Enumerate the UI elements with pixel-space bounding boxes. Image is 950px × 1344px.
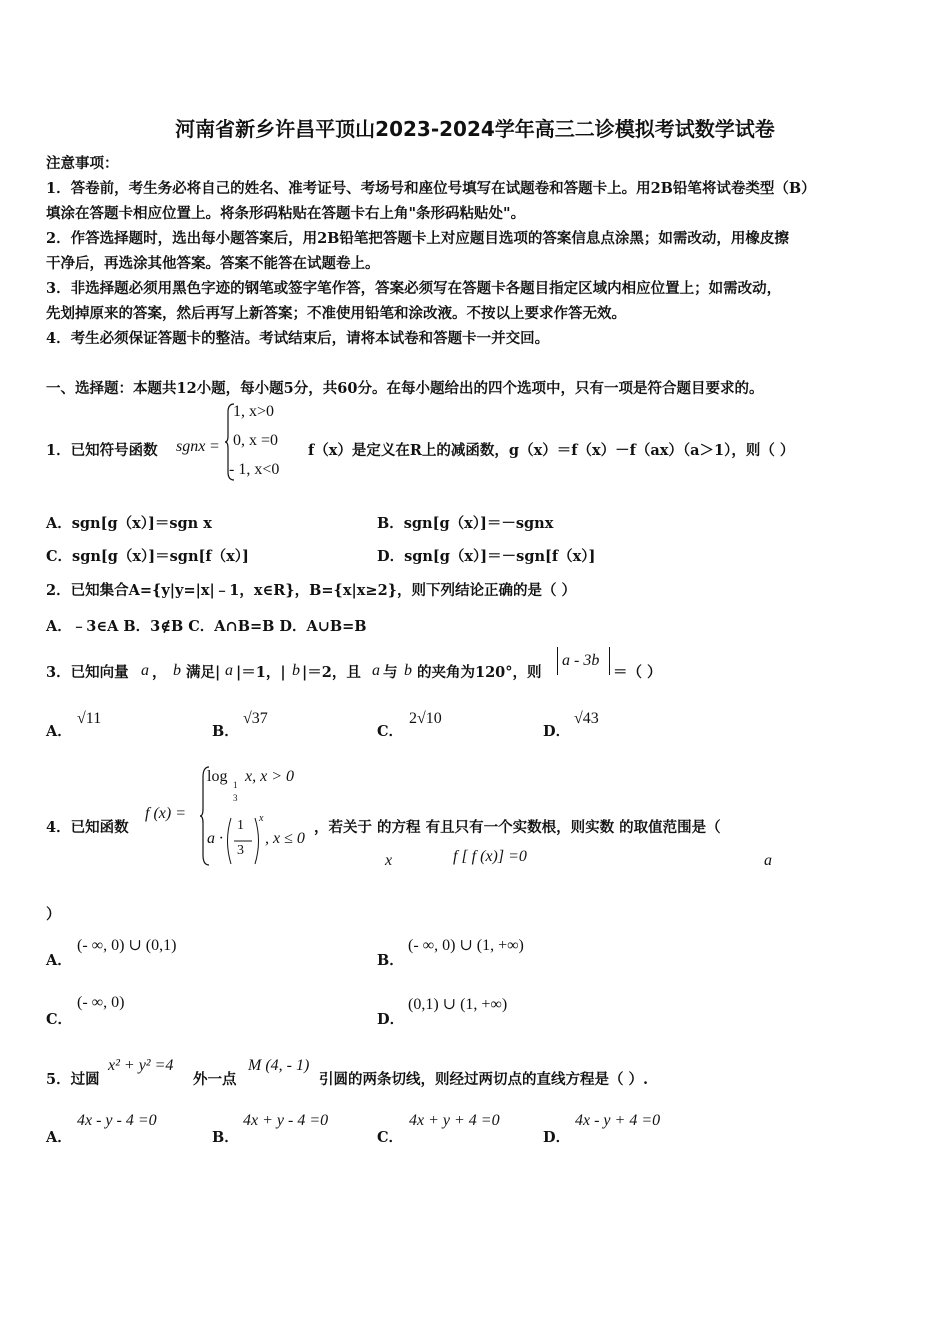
- option-c-label[interactable]: C．: [377, 723, 404, 740]
- notes-line: 3．非选择题必须用黑色字迹的钢笔或签字笔作答，答案必须写在答题卡各题目指定区域内相应位置上；如需改动，: [46, 280, 782, 297]
- abs-bar: [557, 647, 558, 675]
- option-d-label[interactable]: D．: [543, 723, 571, 740]
- option-c-label[interactable]: C．: [377, 1129, 404, 1146]
- page-title: 河南省新乡许昌平顶山2023-2024学年高三二诊模拟考试数学试卷: [175, 117, 775, 141]
- option-b[interactable]: 4x + y - 4 =0: [243, 1112, 329, 1129]
- option-d-label[interactable]: D．: [543, 1129, 571, 1146]
- option-a-label[interactable]: A．: [46, 952, 72, 969]
- option-b[interactable]: √37: [243, 710, 268, 727]
- option-a-label[interactable]: A．: [46, 723, 72, 740]
- option-a[interactable]: √11: [77, 710, 102, 727]
- option-c[interactable]: C．sgn[g（x）]＝sgn[f（x）]: [46, 548, 249, 565]
- option-d[interactable]: D．sgn[g（x）]＝－sgn[f（x）]: [377, 548, 596, 565]
- option-a-label[interactable]: A．: [46, 1129, 72, 1146]
- option-a[interactable]: A．sgn[g（x）]＝sgn x: [46, 515, 212, 532]
- option-b-label[interactable]: B．: [377, 952, 404, 969]
- option-b-label[interactable]: B．: [212, 723, 239, 740]
- notes-line: 填涂在答题卡相应位置上。将条形码粘贴在答题卡右上角"条形码粘贴处"。: [46, 205, 526, 222]
- notes-line: 4．考生必须保证答题卡的整洁。考试结束后，请将本试卷和答题卡一并交回。: [46, 330, 550, 347]
- option-c-label[interactable]: C．: [46, 1011, 73, 1028]
- notes-line: 干净后，再选涂其他答案。答案不能答在试题卷上。: [46, 255, 380, 272]
- notes-header: 注意事项：: [46, 155, 119, 172]
- option-a[interactable]: (- ∞, 0) ∪ (0,1): [77, 937, 177, 954]
- question-2-options[interactable]: A．﹣3∈A B．3∉B C．A∩B=B D．A∪B=B: [46, 618, 367, 635]
- option-a[interactable]: 4x - y - 4 =0: [77, 1112, 157, 1129]
- option-d[interactable]: (0,1) ∪ (1, +∞): [408, 996, 508, 1013]
- abs-bar: [609, 647, 610, 675]
- section-heading: 一、选择题：本题共12小题，每小题5分，共60分。在每小题给出的四个选项中，只有一项是符合题目要求的。: [46, 380, 764, 397]
- option-b[interactable]: (- ∞, 0) ∪ (1, +∞): [408, 937, 524, 954]
- notes-line: 1．答卷前，考生务必将自己的姓名、准考证号、考场号和座位号填写在试题卷和答题卡上。用2B铅笔将试卷类型（B）: [46, 180, 816, 197]
- notes-line: 先划掉原来的答案，然后再写上新答案；不准使用铅笔和涂改液。不按以上要求作答无效。: [46, 305, 626, 322]
- option-b-label[interactable]: B．: [212, 1129, 239, 1146]
- option-b[interactable]: B．sgn[g（x）]＝－sgnx: [377, 515, 554, 532]
- option-c[interactable]: (- ∞, 0): [77, 994, 125, 1011]
- option-d[interactable]: 4x - y + 4 =0: [575, 1112, 661, 1129]
- option-c[interactable]: 4x + y + 4 =0: [409, 1112, 500, 1129]
- option-d-label[interactable]: D．: [377, 1011, 405, 1028]
- option-c[interactable]: 2√10: [409, 710, 442, 727]
- notes-line: 2．作答选择题时，选出每小题答案后，用2B铅笔把答题卡上对应题目选项的答案信息点涂黑；如需改动，用橡皮擦: [46, 230, 789, 247]
- option-d[interactable]: √43: [574, 710, 599, 727]
